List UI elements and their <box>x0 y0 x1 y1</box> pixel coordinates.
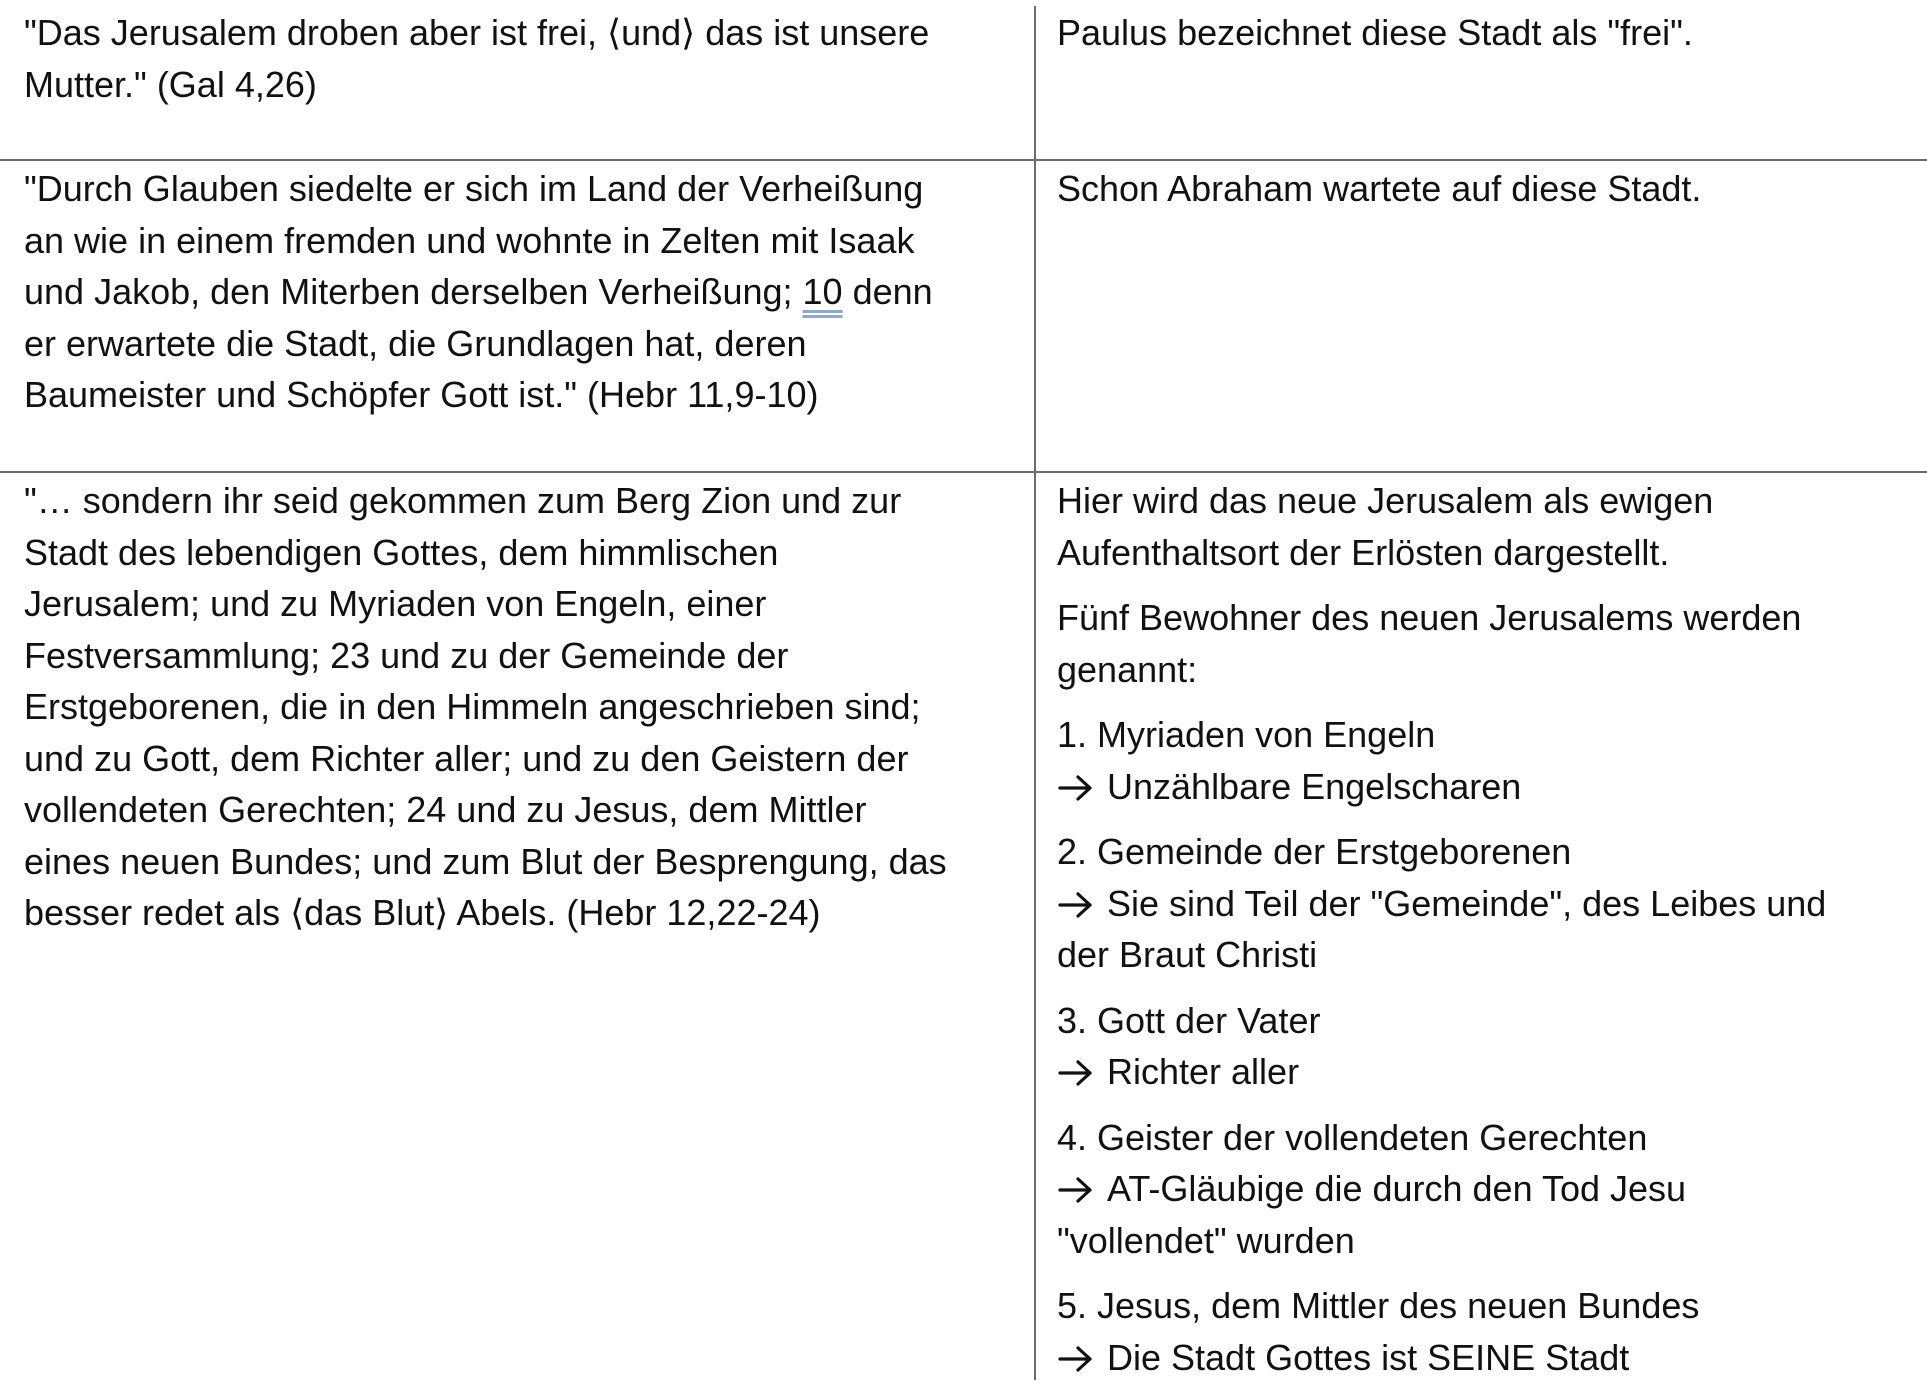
text-line: Stadt des lebendigen Gottes, dem himmlischen <box>24 531 779 573</box>
resident-detail <box>1057 1163 1826 1215</box>
text-line: Aufenthaltsort der Erlösten dargestellt. <box>1057 531 1670 573</box>
comment-cell-hebr-11 <box>1057 163 1701 215</box>
resident-item <box>1057 995 1826 1098</box>
detail-continuation: der Braut Christi <box>1057 934 1318 975</box>
resident-detail <box>1057 878 1826 930</box>
detail-text: Unzählbare Engelscharen <box>1107 765 1522 807</box>
resident-item <box>1057 826 1826 981</box>
text-line: eines neuen Bundes; und zum Blut der Besprengung, das <box>24 840 947 882</box>
comment-cell-hebr-12 <box>1057 475 1826 1383</box>
text-line <box>24 266 933 318</box>
right-arrow-icon <box>1057 1175 1095 1205</box>
text-line: Erstgeborenen, die in den Himmeln angeschrieben sind; <box>24 686 921 727</box>
comment-cell-gal <box>1057 7 1693 59</box>
detail-continuation: "vollendet" wurden <box>1057 1219 1355 1261</box>
quote-cell-gal <box>24 7 929 110</box>
text-line: Paulus bezeichnet diese Stadt als "frei". <box>1057 12 1693 53</box>
text-line: besser redet als ⟨das Blut⟩ Abels. (Hebr 12,22-24) <box>24 892 821 933</box>
text-line: "Das Jerusalem droben aber ist frei, ⟨und⟩ das ist unsere <box>24 12 930 53</box>
detail-text: Die Stadt Gottes ist SEINE Stadt <box>1107 1336 1630 1378</box>
verse-number-link[interactable]: 10 <box>802 271 843 312</box>
text-line: Jerusalem; und zu Myriaden von Engeln, einer <box>24 583 767 624</box>
text-line: "… sondern ihr seid gekommen zum Berg Zion und zur <box>24 480 902 521</box>
intro-paragraph <box>1057 475 1826 578</box>
right-arrow-icon <box>1057 773 1095 803</box>
text-line: "Durch Glauben siedelte er sich im Land der Verheißung <box>24 168 924 209</box>
text-line: an wie in einem fremden und wohnte in Zelten mit Isaak <box>24 219 915 261</box>
text-line: vollendeten Gerechten; 24 und zu Jesus, dem Mittler <box>24 789 867 830</box>
resident-title: 2. Gemeinde der Erstgeborenen <box>1057 831 1572 872</box>
detail-text: Sie sind Teil der "Gemeinde", des Leibes und <box>1107 882 1827 924</box>
resident-item <box>1057 1112 1826 1267</box>
text-line: Baumeister und Schöpfer Gott ist." (Hebr 11,9-10) <box>24 374 819 415</box>
resident-title: 3. Gott der Vater <box>1057 999 1321 1041</box>
text-line: genannt: <box>1057 648 1198 690</box>
resident-title: 1. Myriaden von Engeln <box>1057 714 1436 755</box>
text-line: Hier wird das neue Jerusalem als ewigen <box>1057 480 1714 521</box>
quote-cell-hebr-12 <box>24 475 947 939</box>
row-divider <box>0 471 1927 473</box>
resident-title: 5. Jesus, dem Mittler des neuen Bundes <box>1057 1285 1700 1326</box>
row-divider <box>0 159 1927 161</box>
text-line: Mutter." (Gal 4,26) <box>24 63 317 105</box>
text-segment: denn <box>842 271 933 312</box>
quote-cell-hebr-11 <box>24 163 933 421</box>
right-arrow-icon <box>1057 1058 1095 1088</box>
text-line: Festversammlung; 23 und zu der Gemeinde der <box>24 634 789 676</box>
resident-detail <box>1057 1046 1826 1098</box>
resident-detail <box>1057 761 1826 813</box>
text-line: Schon Abraham wartete auf diese Stadt. <box>1057 168 1702 209</box>
text-line: Fünf Bewohner des neuen Jerusalems werden <box>1057 597 1802 638</box>
detail-text: AT-Gläubige die durch den Tod Jesu <box>1107 1168 1687 1209</box>
text-line: er erwartete die Stadt, die Grundlagen hat, deren <box>24 322 807 364</box>
text-segment: und Jakob, den Miterben derselben Verheißung; <box>24 271 803 312</box>
resident-item <box>1057 1280 1826 1383</box>
resident-title: 4. Geister der vollendeten Gerechten <box>1057 1116 1648 1158</box>
column-divider <box>1034 6 1036 1380</box>
text-line: und zu Gott, dem Richter aller; und zu den Geistern der <box>24 737 909 779</box>
resident-item <box>1057 709 1826 812</box>
right-arrow-icon <box>1057 890 1095 920</box>
right-arrow-icon <box>1057 1344 1095 1374</box>
detail-text: Richter aller <box>1107 1051 1300 1092</box>
resident-detail <box>1057 1332 1826 1384</box>
count-paragraph <box>1057 592 1826 695</box>
